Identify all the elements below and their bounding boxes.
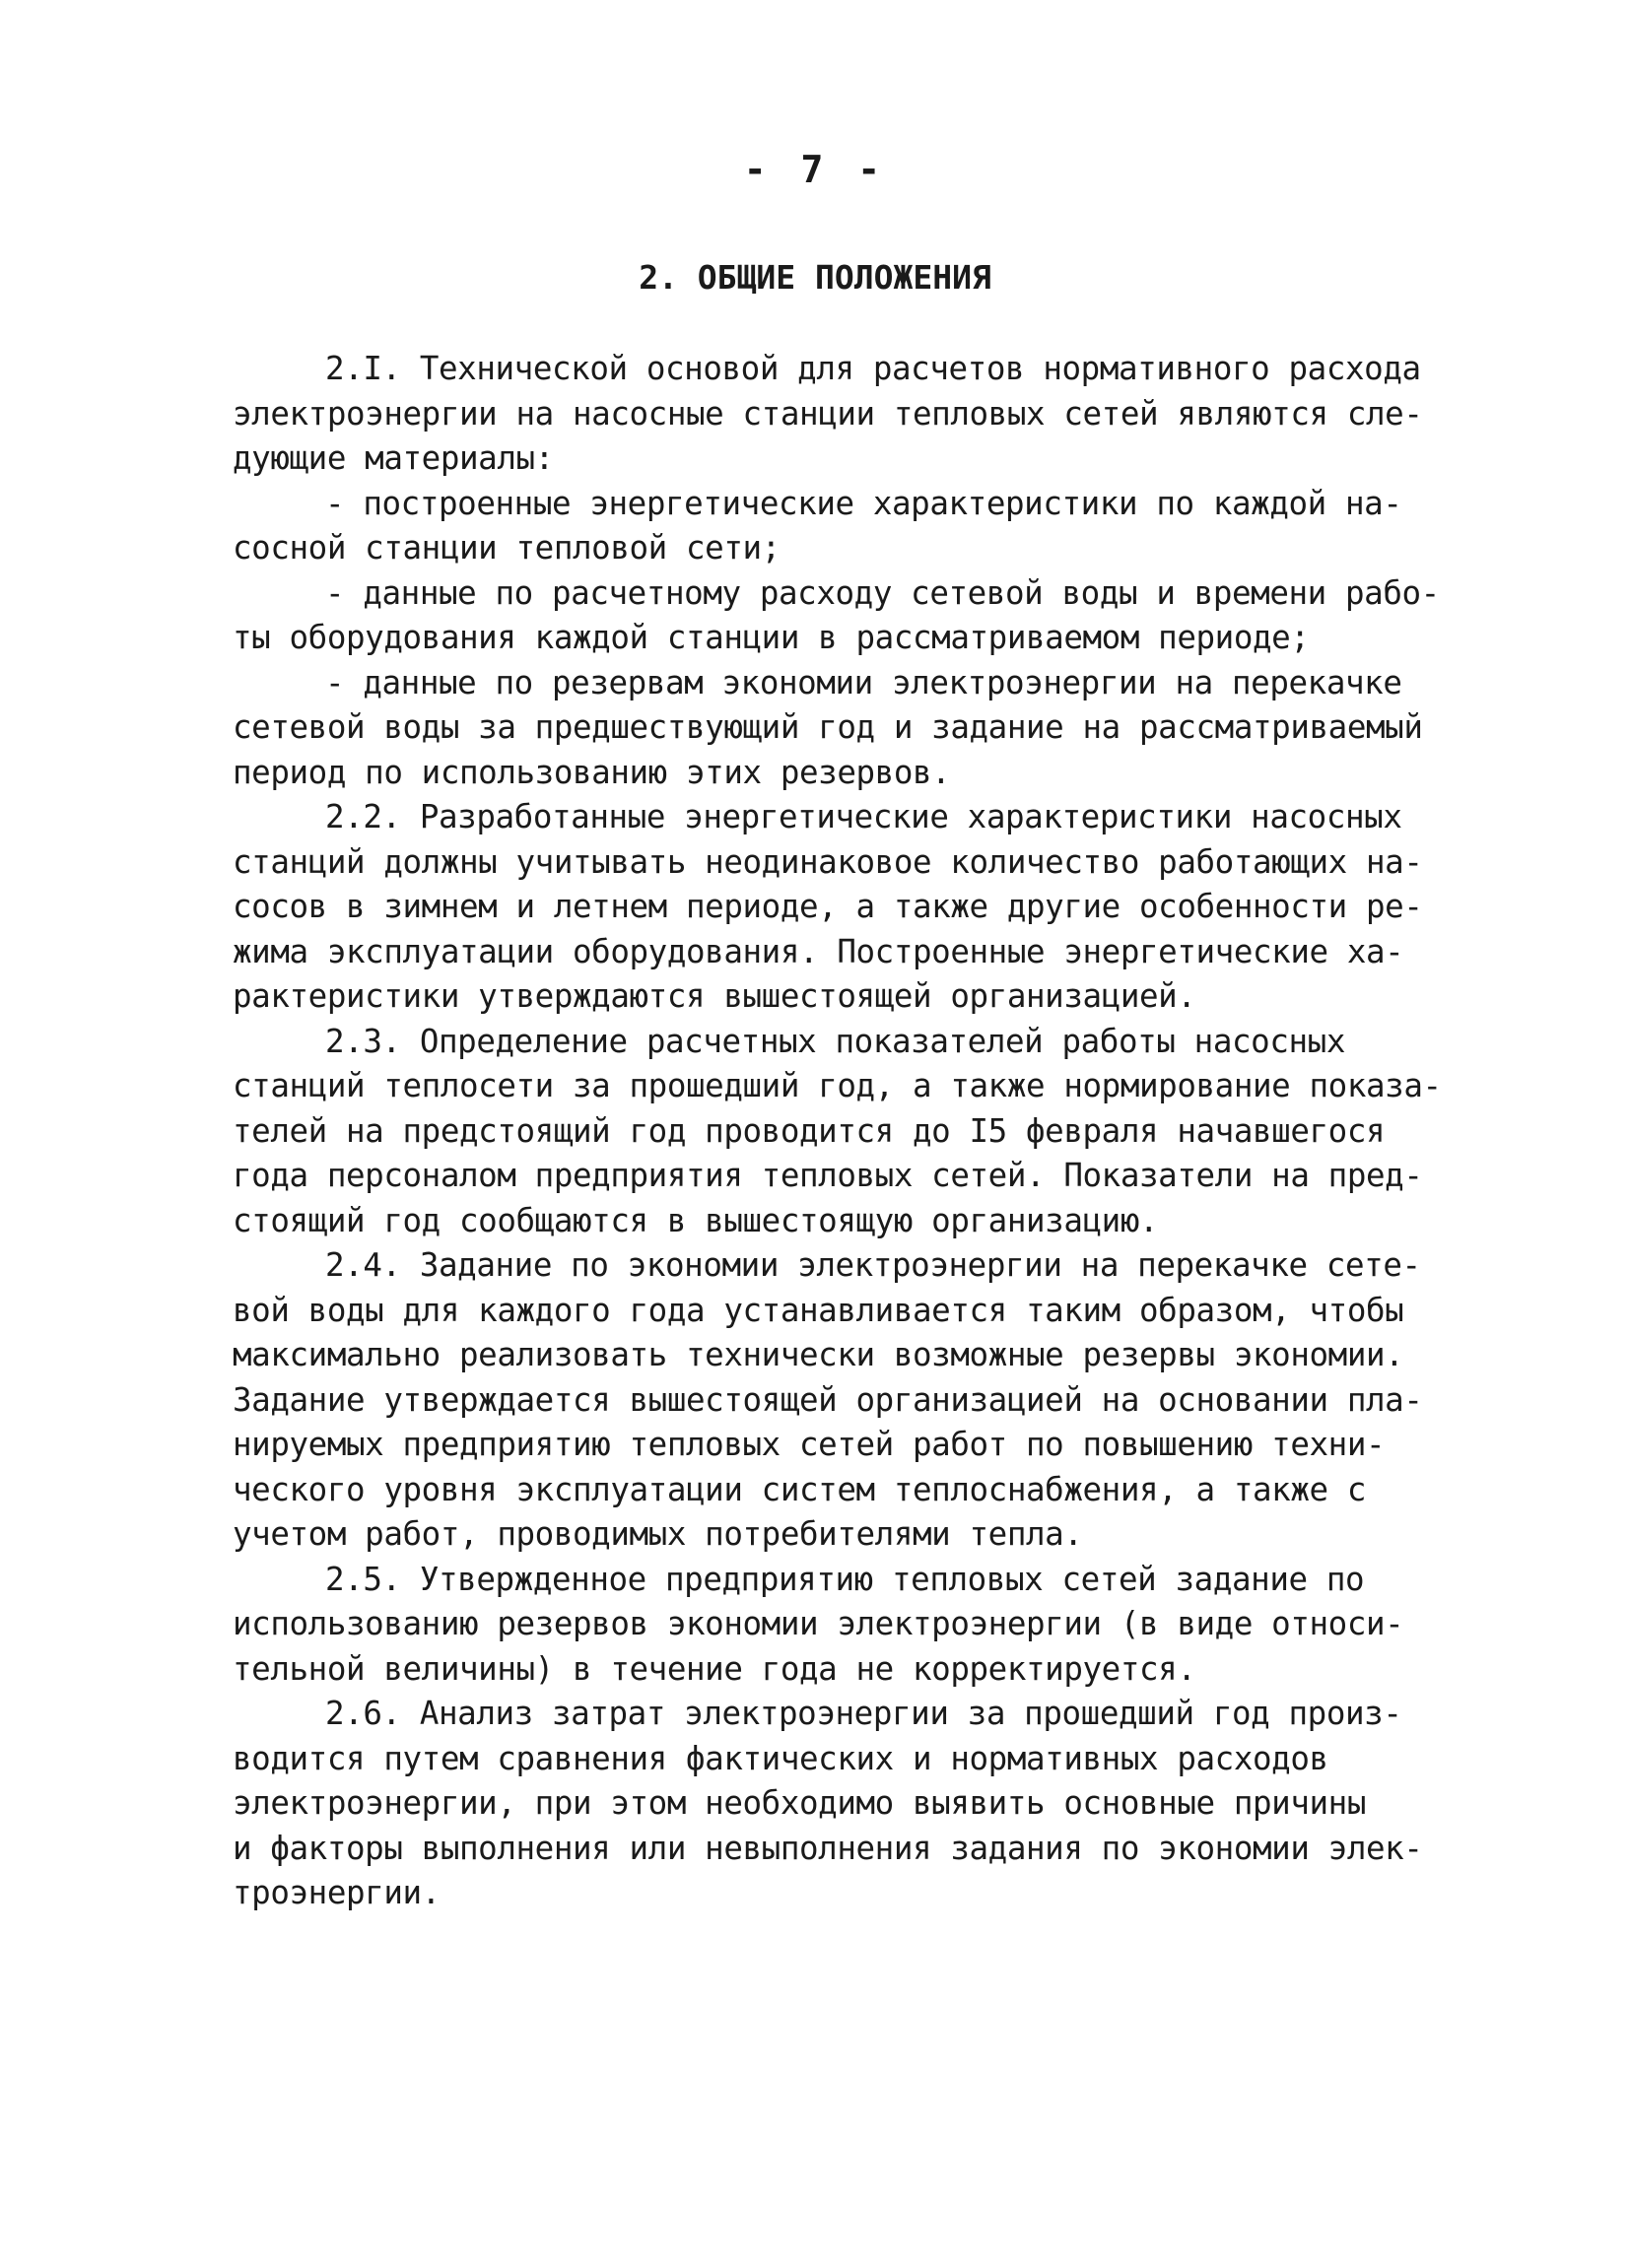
text-line: период по использованию этих резервов. [233, 753, 951, 791]
paragraph-first-line: 2.3. Определение расчетных показателей работы насосных [325, 1022, 1345, 1060]
list-item-line: - построенные энергетические характеристики по каждой на- [325, 484, 1402, 522]
section-title: 2. ОБЩИЕ ПОЛОЖЕНИЯ [639, 258, 991, 297]
text-line: нируемых предприятию тепловых сетей работ по повышению техни- [233, 1426, 1386, 1463]
text-line: стоящий год сообщаются в вышестоящую организацию. [233, 1201, 1159, 1239]
text-line: тельной величины) в течение года не корректируется. [233, 1649, 1196, 1688]
paragraph-first-line: 2.6. Анализ затрат электроэнергии за прошедший год произ- [325, 1695, 1402, 1732]
text-line: использованию резервов экономии электроэнергии (в виде относи- [233, 1605, 1404, 1642]
text-line: рактеристики утверждаются вышестоящей организацией. [233, 977, 1196, 1015]
paragraph-first-line: 2.I. Технической основой для расчетов нормативного расхода [325, 350, 1421, 387]
list-item-line: - данные по расчетному расходу сетевой воды и времени рабо- [325, 573, 1440, 612]
text-line: станций должны учитывать неодинаковое количество работающих на- [233, 842, 1423, 881]
paragraph-first-line: 2.4. Задание по экономии электроэнергии на перекачке сете- [325, 1246, 1421, 1284]
text-line: троэнергии. [233, 1874, 441, 1911]
text-line: максимально реализовать технически возможные резервы экономии. [233, 1336, 1404, 1373]
paragraph-first-line: 2.5. Утвержденное предприятию тепловых сетей задание по [325, 1560, 1365, 1598]
page-number: - 7 - [743, 148, 887, 191]
text-line: электроэнергии, при этом необходимо выявить основные причины [233, 1784, 1366, 1822]
text-line: сетевой воды за предшествующий год и задание на рассматриваемый [233, 708, 1423, 746]
text-line: года персоналом предприятия тепловых сетей. Показатели на пред- [233, 1157, 1423, 1194]
text-line: сосной станции тепловой сети; [233, 529, 781, 567]
text-line: телей на предстоящий год проводится до I5 февраля начавшегося [233, 1111, 1386, 1150]
text-line: электроэнергии на насосные станции тепловых сетей являются сле- [233, 394, 1423, 433]
text-line: водится путем сравнения фактических и нормативных расходов [233, 1739, 1328, 1777]
text-line: учетом работ, проводимых потребителями тепла. [233, 1515, 1083, 1553]
text-line: ческого уровня эксплуатации систем теплоснабжения, а также с [233, 1470, 1366, 1508]
text-line: и факторы выполнения или невыполнения задания по экономии элек- [233, 1829, 1423, 1867]
text-line: Задание утверждается вышестоящей организацией на основании пла- [233, 1380, 1423, 1419]
text-line: станций теплосети за прошедший год, а также нормирование показа- [233, 1067, 1442, 1104]
text-line: дующие материалы: [233, 439, 554, 477]
text-line: жима эксплуатации оборудования. Построенные энергетические ха- [233, 932, 1404, 970]
text-line: сосов в зимнем и летнем периоде, а также другие особенности ре- [233, 888, 1423, 925]
text-line: ты оборудования каждой станции в рассматриваемом периоде; [233, 619, 1310, 656]
paragraph-first-line: 2.2. Разработанные энергетические характеристики насосных [325, 798, 1402, 835]
text-line: вой воды для каждого года устанавливается таким образом, чтобы [233, 1291, 1404, 1329]
list-item-line: - данные по резервам экономии электроэнергии на перекачке [325, 663, 1402, 701]
body-text [233, 347, 1442, 1916]
